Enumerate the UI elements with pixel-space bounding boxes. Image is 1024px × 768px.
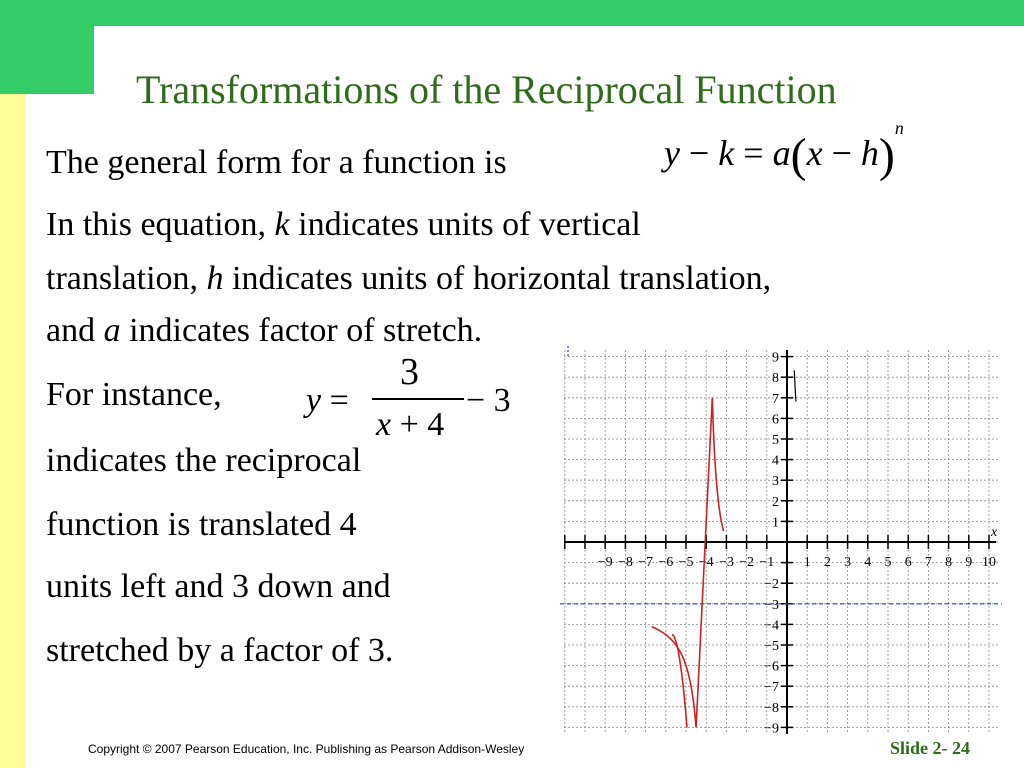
y-tick-label: −9: [764, 721, 779, 737]
y-tick-label: −3: [764, 597, 779, 613]
x-tick-label: 7: [924, 555, 932, 570]
formula-rparen: ): [878, 129, 895, 182]
x-tick-label: 9: [965, 555, 973, 570]
formula-lparen: (: [790, 129, 807, 182]
formula-h: h: [860, 133, 879, 173]
y-tick-label: −4: [764, 618, 779, 634]
top-accent-bar: [0, 0, 1024, 26]
y-tick-label: −6: [764, 659, 779, 675]
paragraph-line-2: [46, 262, 771, 296]
y-tick-label: 4: [772, 453, 779, 469]
paragraph-2-text-b: indicates units of horizontal translation,: [223, 260, 772, 297]
y-tick-label: 7: [772, 391, 779, 407]
formula-equals: =: [734, 133, 773, 173]
paragraph-2-text-a: translation,: [46, 260, 207, 297]
x-tick-label: −9: [597, 555, 613, 570]
x-tick-label: −3: [718, 555, 734, 570]
example-lhs: [306, 382, 349, 420]
x-tick-label: 8: [945, 555, 953, 570]
y-tick-label: 8: [772, 371, 779, 387]
formula-y: y: [664, 133, 680, 173]
example-denominator: [376, 406, 444, 444]
x-tick-label: −1: [759, 555, 775, 570]
y-tick-label: −8: [764, 700, 779, 716]
body-line-1: indicates the reciprocal: [46, 442, 362, 479]
y-tick-label: −2: [764, 577, 779, 593]
general-formula: [664, 118, 904, 183]
paragraph-1-var-k: k: [274, 206, 290, 243]
paragraph-line-3: [46, 314, 482, 348]
example-minus-three: − 3: [466, 382, 511, 419]
y-tick-label: 9: [772, 350, 779, 366]
copyright-footer: Copyright © 2007 Pearson Education, Inc. Publishing as Pearson Addison-Wesley: [88, 742, 525, 756]
example-equation: [306, 350, 536, 450]
formula-k: k: [718, 133, 735, 173]
paragraph-3-text-b: indicates factor of stretch.: [120, 312, 483, 349]
y-tick-label: −7: [764, 680, 779, 696]
formula-minus: −: [679, 133, 719, 173]
x-tick-label: −2: [739, 555, 755, 570]
x-tick-label: −5: [678, 555, 694, 570]
x-tick-label: 10: [982, 555, 996, 570]
fraction-bar: [372, 398, 464, 400]
x-tick-label: 4: [864, 555, 872, 570]
side-accent-bar: [0, 94, 26, 768]
example-equals: =: [321, 382, 349, 419]
slide-title: Transformations of the Reciprocal Function: [136, 67, 837, 112]
corner-accent-block: [0, 0, 94, 94]
y-tick-label: 2: [772, 494, 779, 510]
reciprocal-function-graph: [560, 344, 1006, 740]
example-y: y: [306, 382, 322, 419]
y-tick-label: 1: [772, 515, 779, 531]
y-tick-label: −5: [764, 639, 779, 654]
x-tick-label: 2: [823, 555, 831, 570]
y-tick-label: 6: [772, 412, 779, 428]
x-tick-label: 5: [884, 555, 892, 570]
paragraph-3-var-a: a: [103, 312, 121, 349]
for-instance-text: For instance,: [46, 376, 222, 413]
paragraph-2-var-h: h: [206, 260, 224, 297]
body-line-2: function is translated 4: [46, 506, 357, 543]
body-line-3: units left and 3 down and: [46, 568, 391, 605]
x-tick-label: −4: [698, 555, 714, 570]
paragraph-3-text-a: and: [46, 312, 104, 349]
formula-minus-2: −: [822, 133, 861, 173]
paragraph-line-1: [46, 208, 641, 242]
x-tick-label: 6: [904, 555, 912, 570]
formula-exponent-n: n: [894, 118, 904, 138]
body-line-4: stretched by a factor of 3.: [46, 632, 394, 669]
y-tick-label: 5: [772, 433, 779, 448]
paragraph-1-text-a: In this equation,: [46, 206, 275, 243]
formula-a: a: [772, 133, 791, 173]
example-den-x: x: [376, 406, 392, 443]
example-numerator: 3: [400, 351, 419, 393]
x-tick-label: 3: [844, 555, 852, 570]
x-tick-label: 1: [803, 555, 811, 570]
paragraph-1-text-b: indicates units of vertical: [289, 206, 641, 243]
formula-x: x: [806, 133, 823, 173]
slide-number: Slide 2- 24: [890, 738, 971, 758]
x-axis-label: x: [991, 525, 998, 540]
general-form-text: The general form for a function is: [46, 144, 507, 181]
example-den-rest: + 4: [391, 406, 445, 443]
function-curve-right-branch: [794, 370, 796, 401]
x-tick-label: −7: [638, 555, 654, 570]
x-tick-label: −8: [617, 555, 633, 570]
function-curve-lower-branch: [672, 635, 687, 728]
y-tick-label: 3: [772, 474, 779, 490]
x-tick-label: −6: [658, 555, 674, 570]
